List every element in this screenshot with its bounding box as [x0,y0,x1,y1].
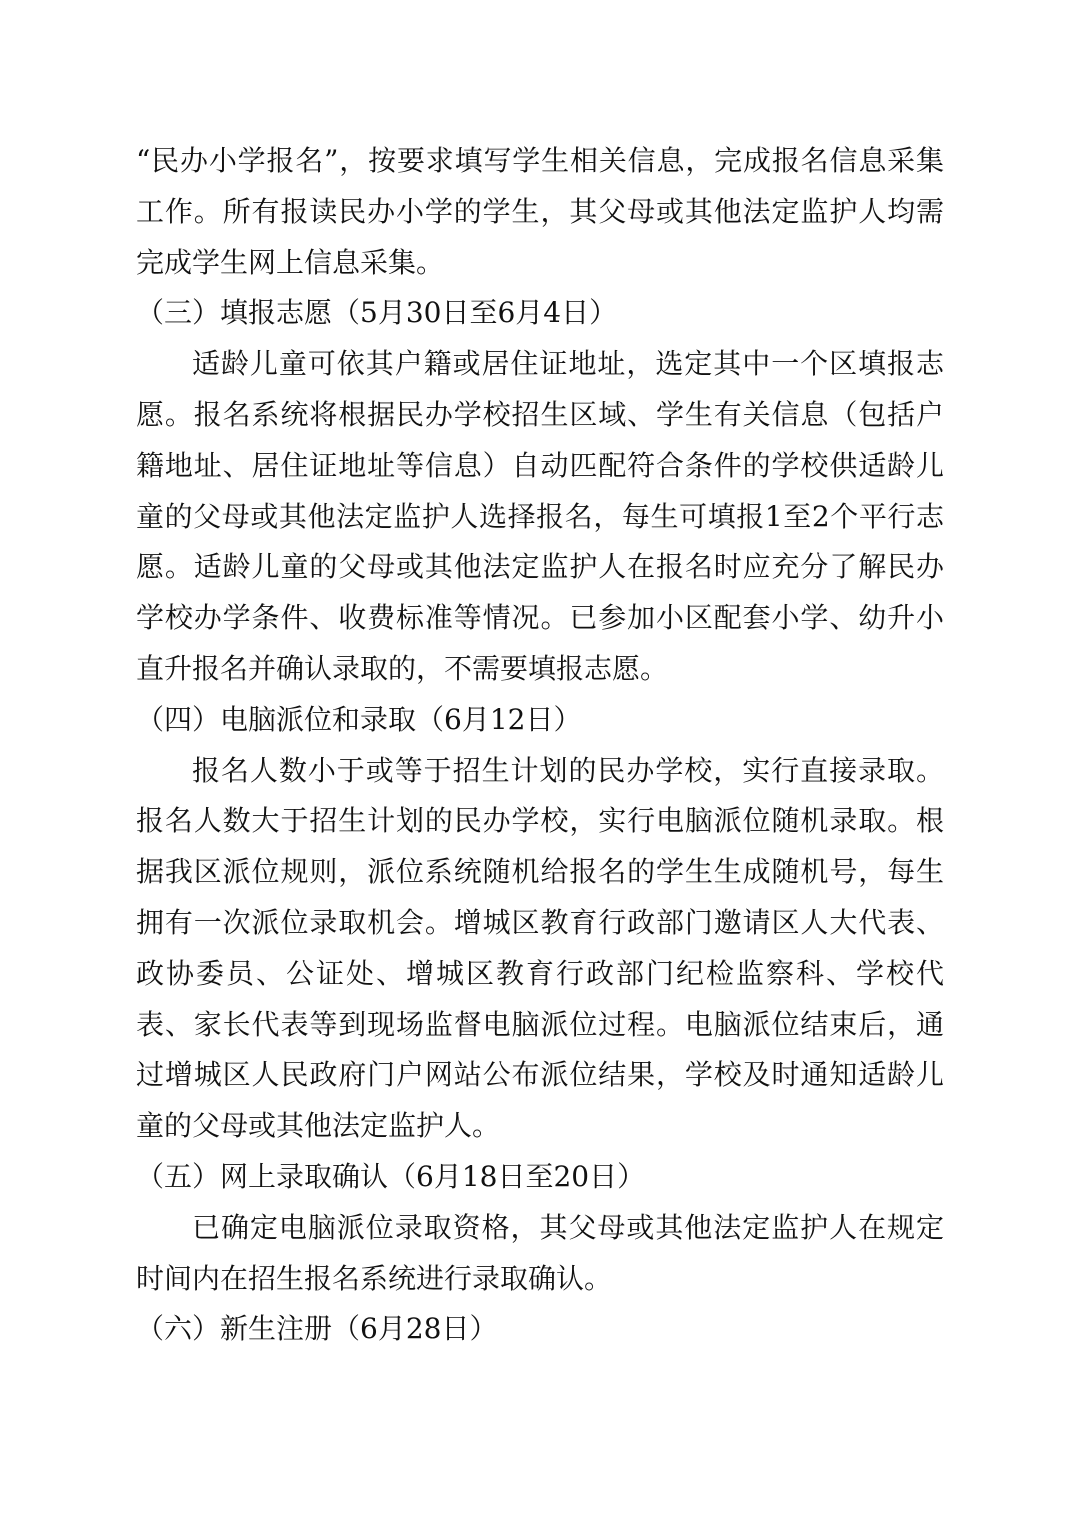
intro-paragraph: “民办小学报名”，按要求填写学生相关信息，完成报名信息采集工作。所有报读民办小学的学生，其父母或其他法定监护人均需完成学生网上信息采集。 [136,144,944,279]
section-body-4: 报名人数小于或等于招生计划的民办学校，实行直接录取。报名人数大于招生计划的民办学校，实行电脑派位随机录取。根据我区派位规则，派位系统随机给报名的学生生成随机号，每生拥有一次派位录取机会。增城区教育行政部门邀请区人大代表、政协委员、公证处、增城区教育行政部门纪检监察科、学校代表、家长代表等到现场监督电脑派位过程。电脑派位结束后，通过增城区人民政府门户网站公布派位结果，学校及时通知适龄儿童的父母或其他法定监护人。 [136,753,944,1143]
section-heading-6: （六）新生注册（6月28日） [136,1312,498,1346]
section-body-3: 适龄儿童可依其户籍或居住证地址，选定其中一个区填报志愿。报名系统将根据民办学校招生区域、学生有关信息（包括户籍地址、居住证地址等信息）自动匹配符合条件的学校供适龄儿童的父母或其他法定监护人选择报名，每生可填报1至2个平行志愿。适龄儿童的父母或其他法定监护人在报名时应充分了解民办学校办学条件、收费标准等情况。已参加小区配套小学、幼升小直升报名并确认录取的，不需要填报志愿。 [136,347,944,685]
section-heading-5: （五）网上录取确认（6月18日至20日） [136,1159,646,1193]
section-heading-4: （四）电脑派位和录取（6月12日） [136,702,582,736]
section-body-5: 已确定电脑派位录取资格，其父母或其他法定监护人在规定时间内在招生报名系统进行录取确认。 [136,1210,944,1295]
section-heading-3: （三）填报志愿（5月30日至6月4日） [136,296,618,330]
document-page [136,136,944,1355]
